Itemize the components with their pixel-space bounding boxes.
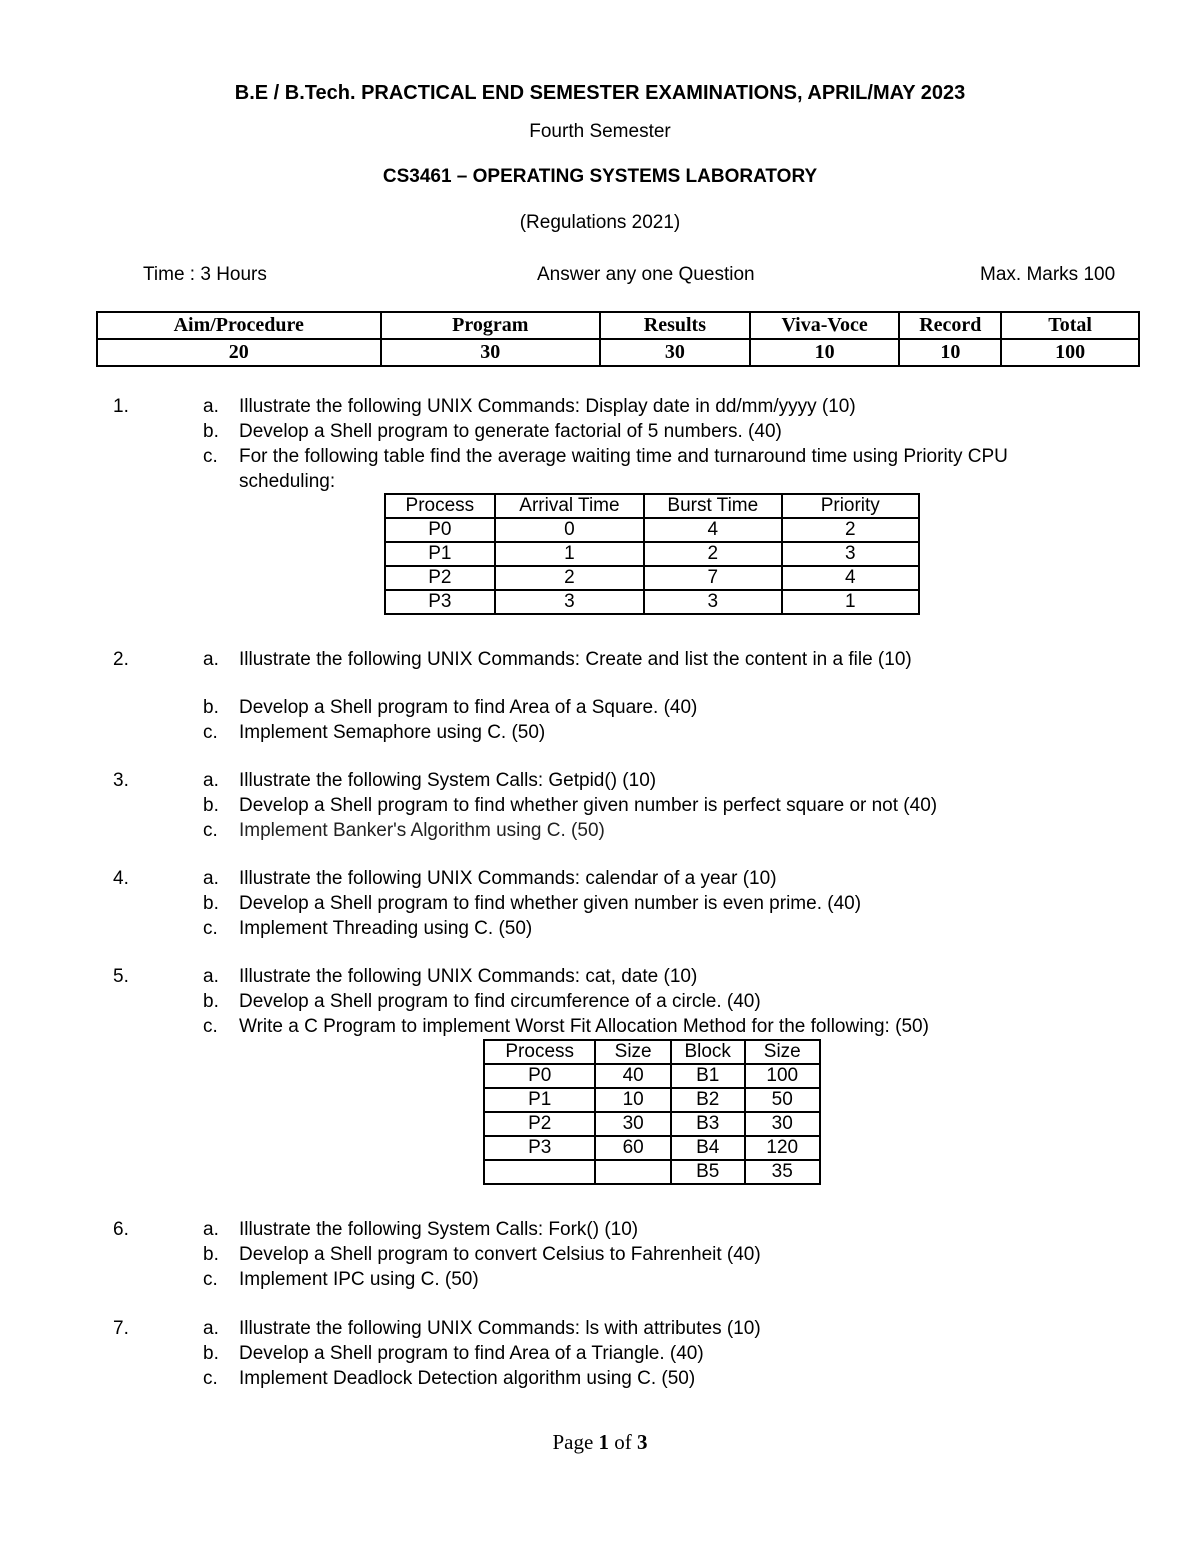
table-cell: 3 xyxy=(644,590,781,614)
table-cell: 40 xyxy=(595,1064,670,1088)
part-label: c. xyxy=(203,1368,218,1389)
table-cell: 50 xyxy=(745,1088,821,1112)
part-label: a. xyxy=(203,649,219,670)
table-row xyxy=(484,1088,820,1112)
question-part-a: Illustrate the following System Calls: Fork() (10) xyxy=(239,1219,639,1240)
question-part-a: Illustrate the following UNIX Commands: calendar of a year (10) xyxy=(239,868,777,889)
marks-header-row xyxy=(97,312,1139,339)
part-label: c. xyxy=(203,820,218,841)
question-part-c: Implement Threading using C. (50) xyxy=(239,918,533,939)
table-cell: P1 xyxy=(385,542,495,566)
question-part-c: Write a C Program to implement Worst Fit Allocation Method for the following: (50) xyxy=(239,1016,929,1037)
part-label: c. xyxy=(203,918,218,939)
question-number: 1. xyxy=(113,396,129,417)
table-cell: 10 xyxy=(595,1088,670,1112)
table-cell: 7 xyxy=(644,566,781,590)
table-header-row xyxy=(484,1040,820,1064)
marks-header-cell: Aim/Procedure xyxy=(97,312,381,339)
question-part-c: Implement IPC using C. (50) xyxy=(239,1269,479,1290)
marks-header-cell: Viva-Voce xyxy=(750,312,900,339)
question-part-a: Illustrate the following UNIX Commands: ls with attributes (10) xyxy=(239,1318,761,1339)
of-label: of xyxy=(614,1430,632,1454)
table-cell xyxy=(595,1160,670,1184)
marks-table xyxy=(96,311,1140,367)
question-part-c: For the following table find the average waiting time and turnaround time using Priority CPU xyxy=(239,446,1008,467)
table-cell: 2 xyxy=(644,542,781,566)
table-row xyxy=(484,1136,820,1160)
part-label: a. xyxy=(203,396,219,417)
table-header-cell: Block xyxy=(671,1040,745,1064)
table-cell: B5 xyxy=(671,1160,745,1184)
question-part-a: Illustrate the following System Calls: Getpid() (10) xyxy=(239,770,657,791)
table-cell: B1 xyxy=(671,1064,745,1088)
table-row xyxy=(385,518,919,542)
table-header-cell: Burst Time xyxy=(644,494,781,518)
table-cell xyxy=(484,1160,595,1184)
question-part-c: Implement Semaphore using C. (50) xyxy=(239,722,546,743)
part-label: b. xyxy=(203,697,219,718)
part-label: a. xyxy=(203,868,219,889)
marks-value-cell: 20 xyxy=(97,339,381,366)
table-cell: 35 xyxy=(745,1160,821,1184)
table-cell: 100 xyxy=(745,1064,821,1088)
table-header-cell: Arrival Time xyxy=(495,494,644,518)
table-row xyxy=(484,1064,820,1088)
question-part-b: Develop a Shell program to find whether given number is even prime. (40) xyxy=(239,893,862,914)
part-label: a. xyxy=(203,770,219,791)
part-label: b. xyxy=(203,421,219,442)
marks-header-cell: Program xyxy=(381,312,601,339)
page-number: 1 xyxy=(598,1430,610,1454)
question-number: 7. xyxy=(113,1318,129,1339)
question-part-a: Illustrate the following UNIX Commands: Create and list the content in a file (10) xyxy=(239,649,912,670)
question-part-c: Implement Deadlock Detection algorithm using C. (50) xyxy=(239,1368,696,1389)
max-marks-label: Max. Marks 100 xyxy=(980,264,1116,285)
table-row xyxy=(385,542,919,566)
table-header-cell: Size xyxy=(595,1040,670,1064)
course-title: CS3461 – OPERATING SYSTEMS LABORATORY xyxy=(382,166,818,187)
table-row xyxy=(385,566,919,590)
table-cell: 2 xyxy=(782,518,920,542)
part-label: c. xyxy=(203,722,218,743)
part-label: b. xyxy=(203,795,219,816)
table-cell: P0 xyxy=(484,1064,595,1088)
marks-value-cell: 30 xyxy=(600,339,750,366)
table-header-row xyxy=(385,494,919,518)
question-part-b: Develop a Shell program to find circumference of a circle. (40) xyxy=(239,991,761,1012)
table-cell: P2 xyxy=(484,1112,595,1136)
part-label: a. xyxy=(203,966,219,987)
table-cell: 30 xyxy=(745,1112,821,1136)
table-cell: 4 xyxy=(644,518,781,542)
marks-value-cell: 10 xyxy=(899,339,1001,366)
exam-title: B.E / B.Tech. PRACTICAL END SEMESTER EXAMINATIONS, APRIL/MAY 2023 xyxy=(234,82,966,104)
question-part-a: Illustrate the following UNIX Commands: cat, date (10) xyxy=(239,966,698,987)
question-number: 6. xyxy=(113,1219,129,1240)
marks-header-cell: Results xyxy=(600,312,750,339)
table-cell: 3 xyxy=(495,590,644,614)
table-header-cell: Process xyxy=(385,494,495,518)
part-label: a. xyxy=(203,1219,219,1240)
part-label: c. xyxy=(203,446,218,467)
table-cell: 60 xyxy=(595,1136,670,1160)
marks-header-cell: Record xyxy=(899,312,1001,339)
question-part-b: Develop a Shell program to find Area of a Triangle. (40) xyxy=(239,1343,704,1364)
time-label: Time : 3 Hours xyxy=(143,264,267,285)
instruction-label: Answer any one Question xyxy=(537,264,755,285)
question-part-b: Develop a Shell program to generate factorial of 5 numbers. (40) xyxy=(239,421,782,442)
question-part-a: Illustrate the following UNIX Commands: Display date in dd/mm/yyyy (10) xyxy=(239,396,856,417)
table-row xyxy=(385,590,919,614)
table-header-cell: Size xyxy=(745,1040,821,1064)
page-footer xyxy=(0,1430,1200,1455)
part-label: b. xyxy=(203,1343,219,1364)
page-label: Page xyxy=(552,1430,594,1454)
table-cell: B4 xyxy=(671,1136,745,1160)
table-cell: P2 xyxy=(385,566,495,590)
priority-table xyxy=(384,493,920,615)
question-part-c: Implement Banker's Algorithm using C. (50) xyxy=(239,820,605,841)
part-label: b. xyxy=(203,893,219,914)
semester-label: Fourth Semester xyxy=(529,121,671,142)
table-cell: 3 xyxy=(782,542,920,566)
worst-fit-table xyxy=(483,1039,821,1185)
table-cell: 1 xyxy=(782,590,920,614)
marks-value-cell: 10 xyxy=(750,339,900,366)
total-pages: 3 xyxy=(637,1430,648,1454)
question-number: 2. xyxy=(113,649,129,670)
marks-header-cell: Total xyxy=(1001,312,1139,339)
table-cell: P1 xyxy=(484,1088,595,1112)
table-cell: 1 xyxy=(495,542,644,566)
table-cell: 4 xyxy=(782,566,920,590)
regulations-label: (Regulations 2021) xyxy=(519,212,681,233)
marks-value-cell: 100 xyxy=(1001,339,1139,366)
part-label: a. xyxy=(203,1318,219,1339)
table-cell: P3 xyxy=(385,590,495,614)
part-label: b. xyxy=(203,1244,219,1265)
question-part-c-continued: scheduling: xyxy=(239,471,336,492)
table-row xyxy=(484,1160,820,1184)
table-cell: P0 xyxy=(385,518,495,542)
table-cell: 120 xyxy=(745,1136,821,1160)
question-number: 4. xyxy=(113,868,129,889)
table-header-cell: Priority xyxy=(782,494,920,518)
part-label: c. xyxy=(203,1016,218,1037)
part-label: b. xyxy=(203,991,219,1012)
table-cell: B2 xyxy=(671,1088,745,1112)
part-label: c. xyxy=(203,1269,218,1290)
marks-value-cell: 30 xyxy=(381,339,601,366)
question-number: 5. xyxy=(113,966,129,987)
question-part-b: Develop a Shell program to convert Celsius to Fahrenheit (40) xyxy=(239,1244,761,1265)
table-cell: P3 xyxy=(484,1136,595,1160)
table-cell: B3 xyxy=(671,1112,745,1136)
marks-value-row xyxy=(97,339,1139,366)
table-cell: 30 xyxy=(595,1112,670,1136)
table-cell: 2 xyxy=(495,566,644,590)
question-part-b: Develop a Shell program to find Area of a Square. (40) xyxy=(239,697,698,718)
table-row xyxy=(484,1112,820,1136)
question-part-b: Develop a Shell program to find whether given number is perfect square or not (40) xyxy=(239,795,938,816)
table-cell: 0 xyxy=(495,518,644,542)
question-number: 3. xyxy=(113,770,129,791)
table-header-cell: Process xyxy=(484,1040,595,1064)
